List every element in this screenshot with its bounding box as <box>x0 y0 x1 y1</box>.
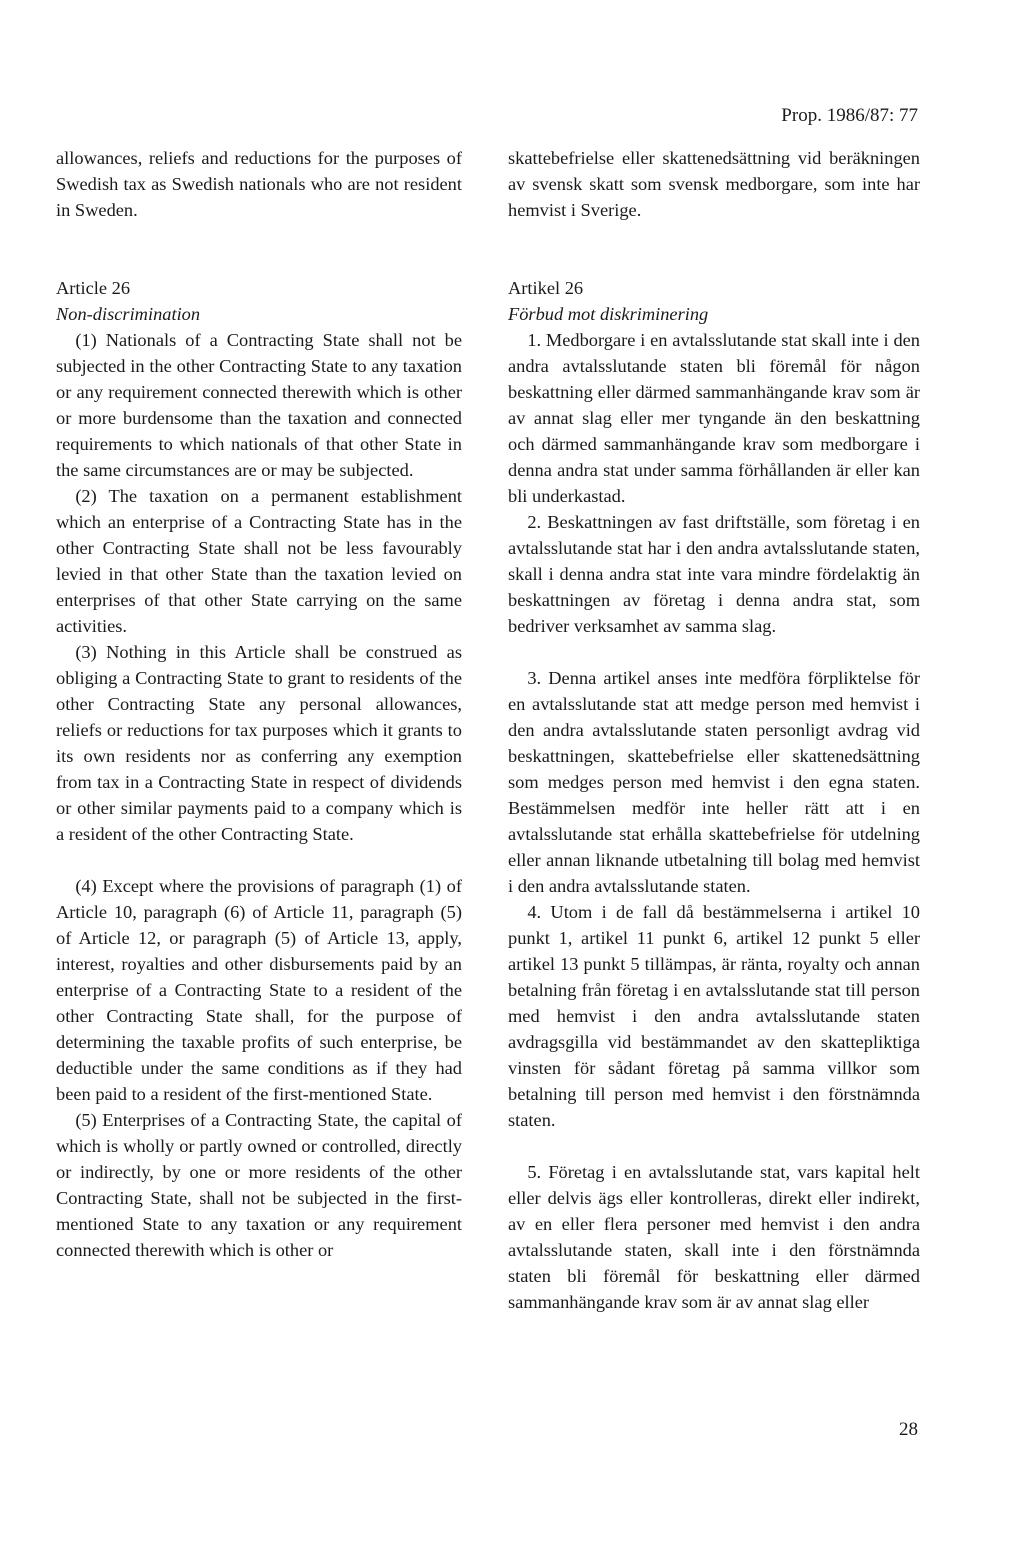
page-number: 28 <box>899 1419 918 1440</box>
artikel-title: Förbud mot diskriminering <box>508 304 709 324</box>
swedish-paragraph-4: 4. Utom i de fall då bestämmelserna i artikel 10 punkt 1, artikel 11 punkt 6, artikel 12 punkt 5 eller artikel 13 punkt 5 tillämpas, är ränta, royalty och annan betalning från företag i en avtalsslutande stat till person med hemvist i den andra avtalsslutande staten avdragsgilla vid bestämmandet av den skattepliktiga vinsten för sådant företag på samma villkor som betalning till person med hemvist i den förstnämnda staten. <box>508 902 920 1130</box>
english-paragraph-4: (4) Except where the provisions of paragraph (1) of Article 10, paragraph (6) of Article 11, paragraph (5) of Article 12, or paragraph (5) of Article 13, apply, interest, royalties and other disbursements paid by an enterprise of a Contracting State to a resident of the other Contracting State shall, for the purpose of determining the taxable profits of such enterprise, be deductible under the same conditions as if they had been paid to a resident of the first-mentioned State. <box>56 876 462 1104</box>
spacer <box>56 847 462 873</box>
spacer <box>508 223 920 275</box>
spacer <box>508 1133 920 1159</box>
swedish-intro-text: skattebefrielse eller skattenedsättning vid beräkningen av svensk skatt som svensk medborgare, som inte har hemvist i Sverige. <box>508 148 920 220</box>
english-paragraph-3: (3) Nothing in this Article shall be construed as obliging a Contracting State to grant to residents of the other Contracting State any personal allowances, reliefs or reductions for tax purposes which it grants to its own residents nor as conferring any exemption from tax in a Contracting State in respect of dividends or other similar payments paid to a company which is a resident of the other Contracting State. <box>56 642 462 844</box>
swedish-paragraph-2: 2. Beskattningen av fast driftställe, som företag i en avtalsslutande stat har i den andra avtalsslutande staten, skall i denna andra stat inte vara mindre fördelaktig än beskattningen av företag i denna andra stat, som bedriver verksamhet av samma slag. <box>508 512 920 636</box>
spacer <box>56 223 462 275</box>
artikel-heading: Artikel 26 <box>508 278 584 298</box>
proposition-reference: Prop. 1986/87: 77 <box>781 105 918 126</box>
article-heading: Article 26 <box>56 278 131 298</box>
english-intro-text: allowances, reliefs and reductions for the purposes of Swedish tax as Swedish nationals who are not resident in Sweden. <box>56 148 462 220</box>
swedish-paragraph-3: 3. Denna artikel anses inte medföra förpliktelse för en avtalsslutande stat att medge person med hemvist i den andra avtalsslutande staten personligt avdrag vid beskattningen, skattebefrielse eller skattenedsättning som medges person med hemvist i den egna staten. Bestämmelsen medför inte heller rätt att i en avtalsslutande stat erhålla skattebefrielse för utdelning eller annan liknande utbetalning till bolag med hemvist i den andra avtalsslutande staten. <box>508 668 920 896</box>
english-paragraph-5: (5) Enterprises of a Contracting State, the capital of which is wholly or partly owned or controlled, directly or indirectly, by one or more residents of the other Contracting State, shall not be subjected in the first-mentioned State to any taxation or any requirement connected therewith which is other or <box>56 1110 462 1260</box>
swedish-column <box>508 145 920 1315</box>
english-column <box>56 145 462 1263</box>
article-title: Non-discrimination <box>56 304 201 324</box>
english-paragraph-1: (1) Nationals of a Contracting State shall not be subjected in the other Contracting State to any taxation or any requirement connected therewith which is other or more burdensome than the taxation and connected requirements to which nationals of that other State in the same circumstances are or may be subjected. <box>56 330 462 480</box>
spacer <box>508 639 920 665</box>
swedish-paragraph-5: 5. Företag i en avtalsslutande stat, vars kapital helt eller delvis ägs eller kontrolleras, direkt eller indirekt, av en eller flera personer med hemvist i den andra avtalsslutande staten, skall inte i den förstnämnda staten bli föremål för beskattning eller därmed sammanhängande krav som är av annat slag eller <box>508 1162 920 1312</box>
swedish-paragraph-1: 1. Medborgare i en avtalsslutande stat skall inte i den andra avtalsslutande staten bli föremål för någon beskattning eller därmed sammanhängande krav som är av annat slag eller mer tyngande än den beskattning och därmed sammanhängande krav som medborgare i denna andra stat under samma förhållanden är eller kan bli underkastad. <box>508 330 920 506</box>
english-paragraph-2: (2) The taxation on a permanent establishment which an enterprise of a Contracting State has in the other Contracting State shall not be less favourably levied in that other State than the taxation levied on enterprises of that other State carrying on the same activities. <box>56 486 462 636</box>
